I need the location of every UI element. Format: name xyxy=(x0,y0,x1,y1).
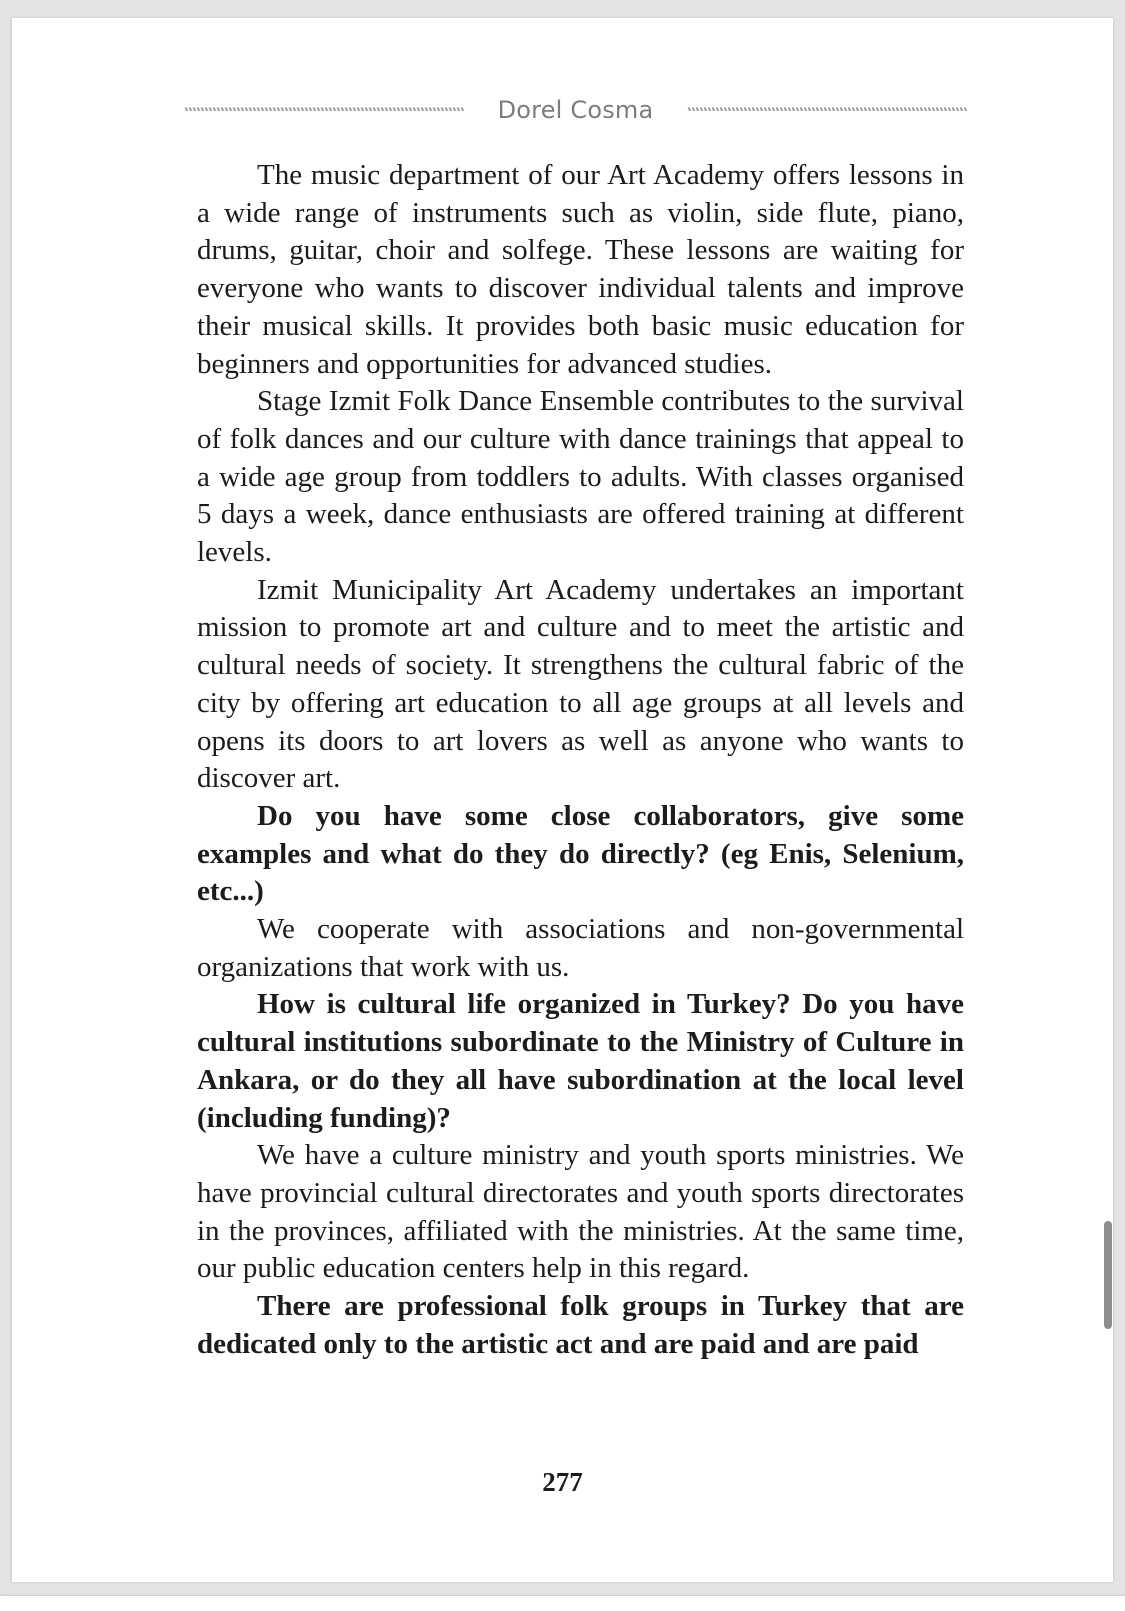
answer-collaborators: We cooperate with associations and non-governmental organizations that work with us. xyxy=(197,913,964,983)
header-author: Dorel Cosma xyxy=(497,96,654,124)
scrollbar-thumb[interactable] xyxy=(1104,1221,1112,1329)
paragraph-music-department: The music department of our Art Academy offers lessons in a wide range of instruments such as violin, side flute, piano, drums, guitar, choir and solfege. These lessons are waiting for everyone who wants to discover individual talents and improve their musical skills. It provides both basic music education for beginners and opportunities for advanced studies. xyxy=(197,159,964,380)
next-page-edge xyxy=(0,1596,1125,1611)
header-rule-left xyxy=(184,107,464,113)
running-header xyxy=(184,88,967,132)
question-folk-groups: There are professional folk groups in Turkey that are dedicated only to the artistic act and are paid and are paid xyxy=(197,1290,964,1360)
paragraph-art-academy-mission: Izmit Municipality Art Academy undertakes an important mission to promote art and culture and to meet the artistic and cultural needs of society. It strengthens the cultural fabric of the city by offering art education to all age groups at all levels and opens its doors to art lovers as well as anyone who wants to discover art. xyxy=(197,573,964,795)
paragraph-folk-dance-ensemble: Stage Izmit Folk Dance Ensemble contributes to the survival of folk dances and our culture with dance trainings that appeal to a wide age group from toddlers to adults. With classes organised 5 days a week, dance enthusiasts are offered training at different levels. xyxy=(197,385,964,569)
header-rule-right xyxy=(687,107,967,113)
page-number: 277 xyxy=(542,1467,583,1497)
body-text xyxy=(197,157,964,1364)
question-collaborators: Do you have some close collaborators, give some examples and what do they do directly? (eg Enis, Selenium, etc...) xyxy=(197,799,964,908)
question-cultural-life: How is cultural life organized in Turkey? Do you have cultural institutions subordinate to the Ministry of Culture in Ankara, or do they all have subordination at the local level (including funding)? xyxy=(197,988,964,1134)
answer-cultural-life: We have a culture ministry and youth sports ministries. We have provincial cultural directorates and youth sports directorates in the provinces, affiliated with the ministries. At the same time, our public education centers help in this regard. xyxy=(197,1139,964,1285)
